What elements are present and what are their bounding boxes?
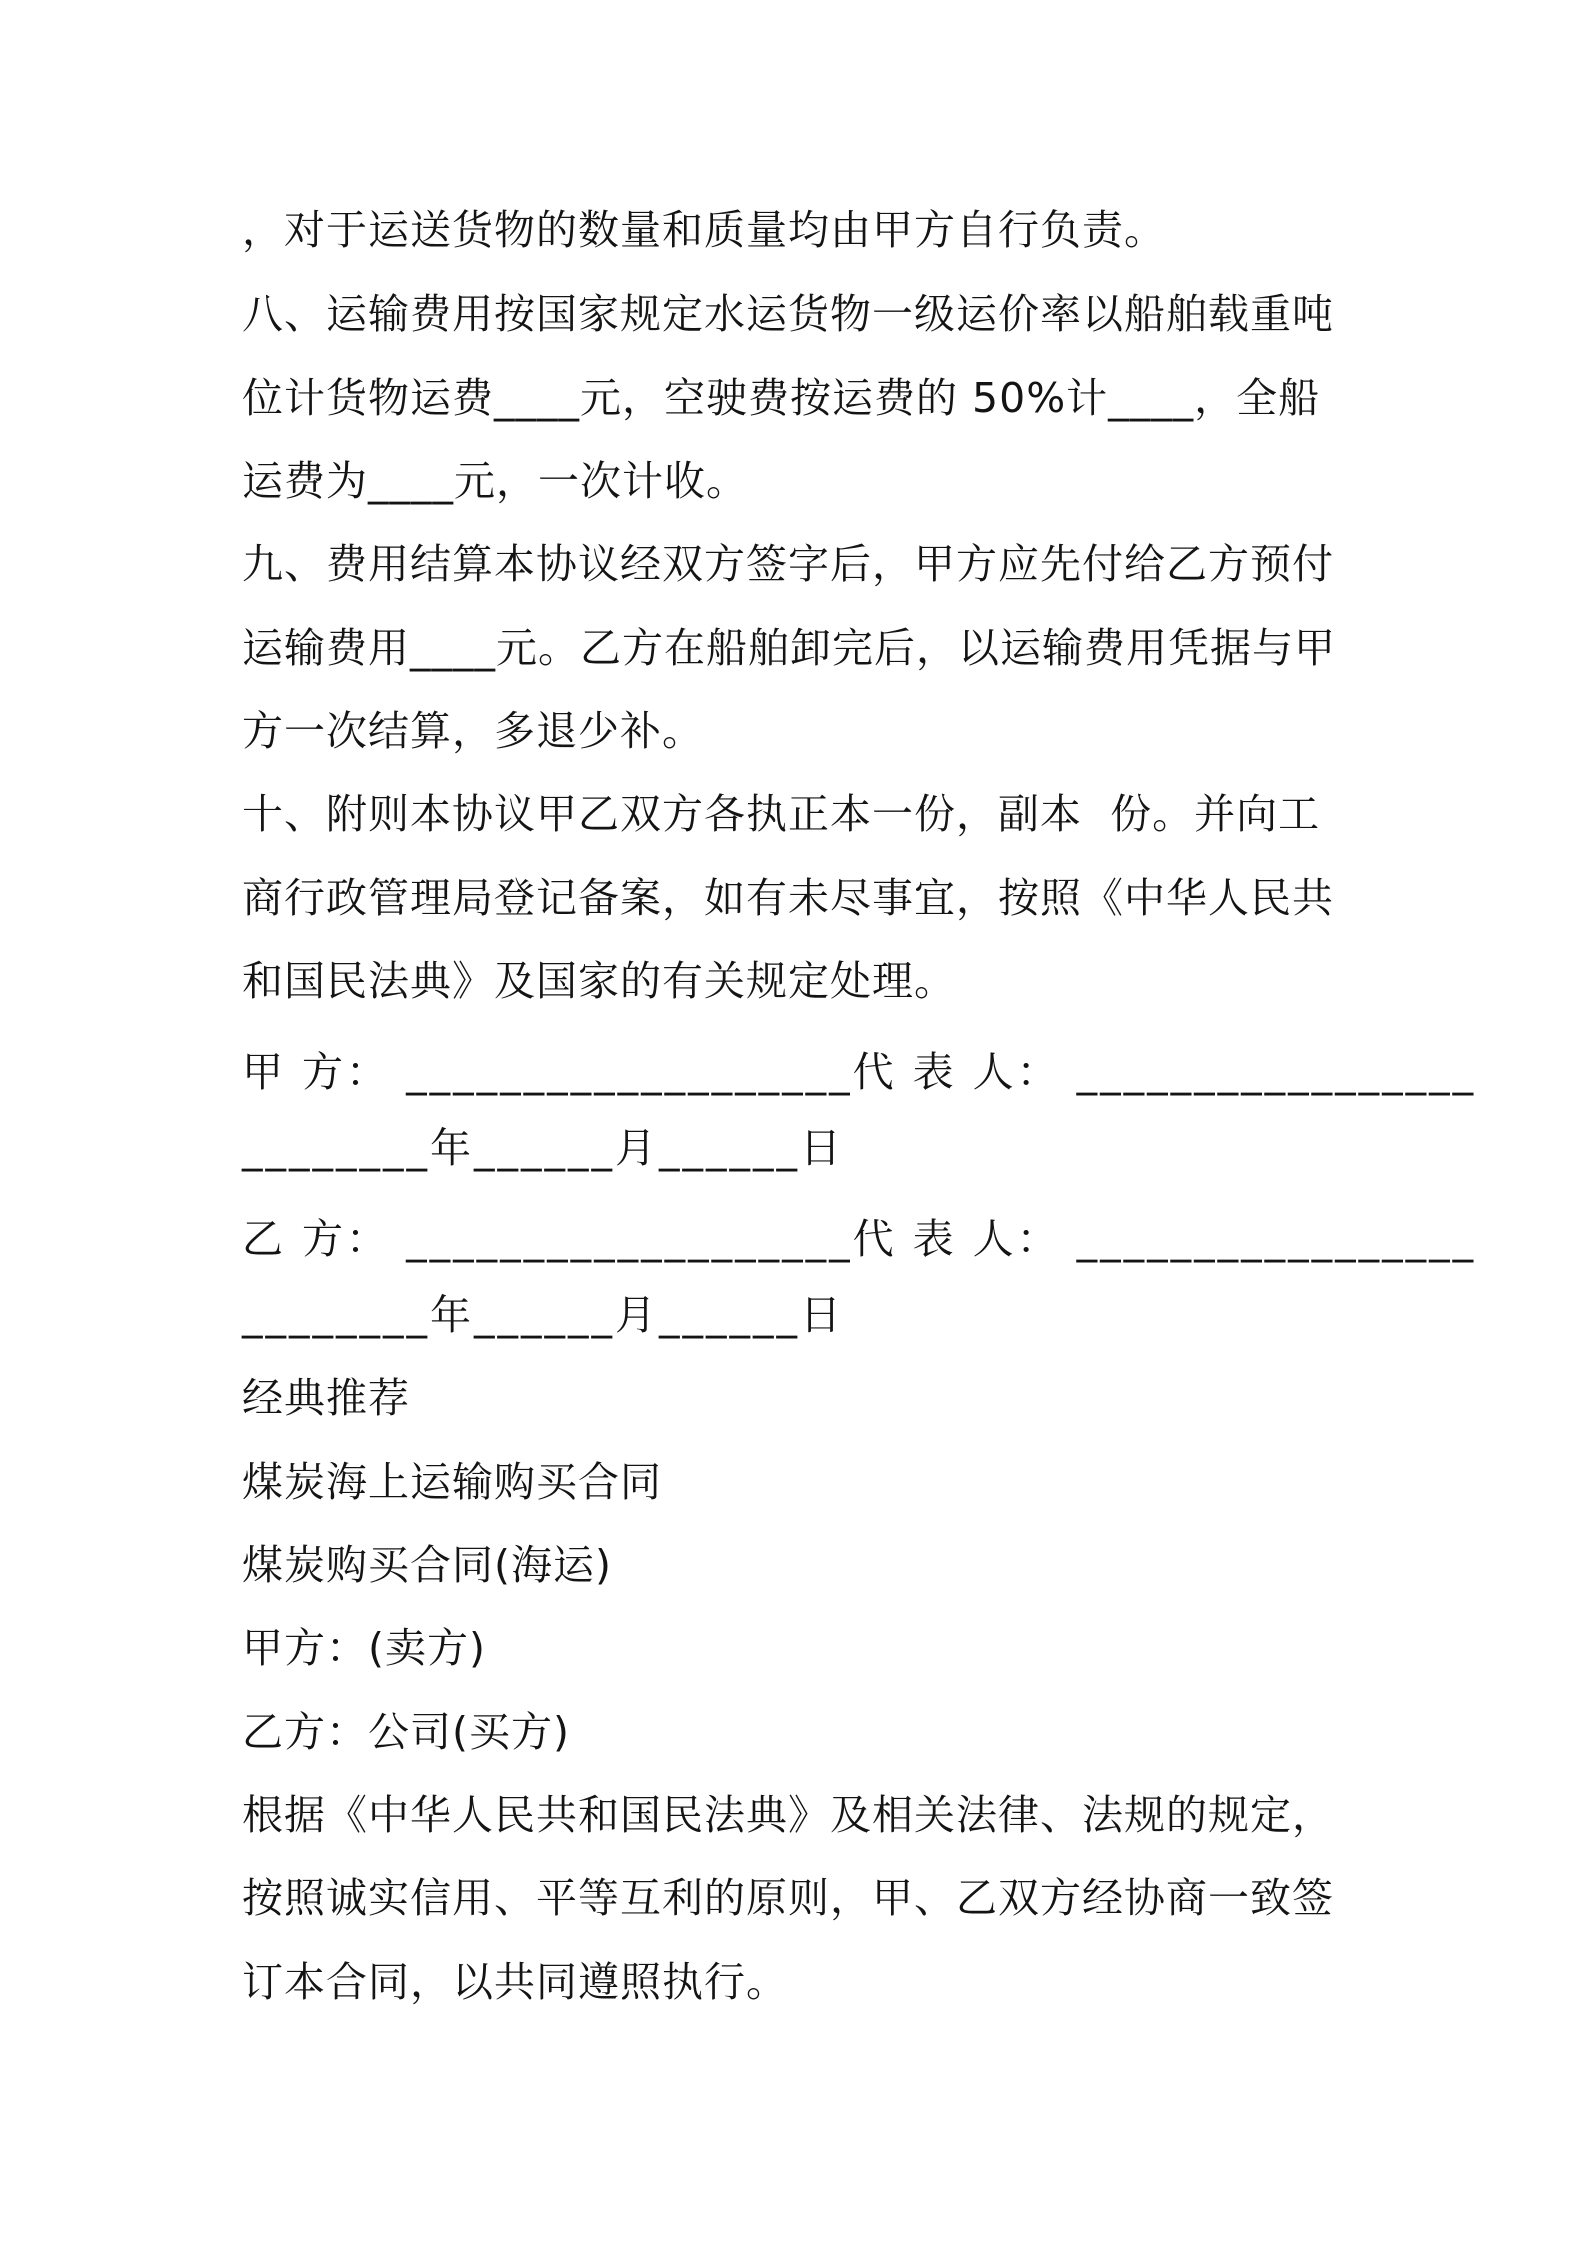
text-line: 八、运输费用按国家规定水运货物一级运价率以船舶载重吨 [242, 290, 1334, 338]
text-line: 和国民法典》及国家的有关规定处理。 [242, 957, 956, 1005]
text-line: 订本合同，以共同遵照执行。 [242, 1958, 788, 2006]
text-line: 运费为____元，一次计收。 [242, 457, 748, 505]
party-b-signature-line: 乙 方： ___________________代 表 人： _________________ [242, 1215, 1477, 1263]
text-line: 按照诚实信用、平等互利的原则，甲、乙双方经协商一致签 [242, 1874, 1334, 1922]
text-line: 方一次结算，多退少补。 [242, 707, 704, 755]
party-a-date-line: ________年______月______日 [242, 1124, 844, 1172]
text-line: 商行政管理局登记备案，如有未尽事宜，按照《中华人民共 [242, 874, 1334, 922]
text-line: 根据《中华人民共和国民法典》及相关法律、法规的规定， [242, 1791, 1334, 1839]
text-line: 十、附则本协议甲乙双方各执正本一份，副本 份。并向工 [242, 790, 1321, 838]
text-line: 运输费用____元。乙方在船舶卸完后，以运输费用凭据与甲 [242, 624, 1336, 672]
party-b-date-line: ________年______月______日 [242, 1291, 844, 1339]
text-line: 位计货物运费____元，空驶费按运费的 50%计____，全船 [242, 374, 1321, 422]
text-line: ，对于运送货物的数量和质量均由甲方自行负责。 [242, 206, 1166, 254]
party-b-label: 乙方：公司(买方) [242, 1708, 570, 1756]
party-a-label: 甲方：(卖方) [242, 1624, 486, 1672]
party-a-signature-line: 甲 方： ___________________代 表 人： _________________ [242, 1048, 1477, 1096]
section-heading: 经典推荐 [242, 1374, 410, 1422]
document-title: 煤炭海上运输购买合同 [242, 1458, 662, 1506]
document-subtitle: 煤炭购买合同(海运) [242, 1541, 612, 1589]
text-line: 九、费用结算本协议经双方签字后，甲方应先付给乙方预付 [242, 540, 1334, 588]
